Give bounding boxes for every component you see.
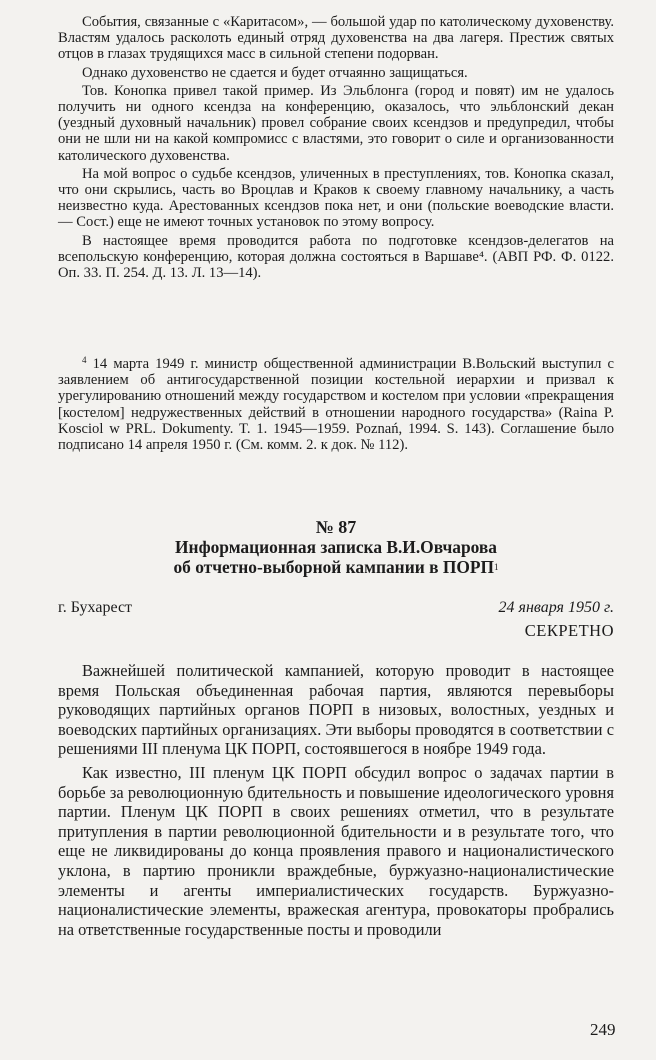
footnote-marker: 4 xyxy=(82,355,87,365)
paragraph: События, связанные с «Каритасом», — большой удар по католическому духовенству. Властям удалось расколоть единый отряд духовенства на два лагеря. Престиж святых отцов в глазах трудящихся масс в сильной степени подорван. xyxy=(58,14,614,63)
previous-document-ending xyxy=(58,14,614,281)
paragraph: Как известно, III пленум ЦК ПОРП обсудил вопрос о задачах партии в борьбе за революционную бдительность и повышение идеологического уровня партии. Пленум ЦК ПОРП в своих решениях отметил, что в результате притупления в партии революционной бдительности и в результате того, что еще не ликвидированы до конца проявления правого и националистического уклона, в партию проникли враждебные, буржуазно-националистические элементы и агенты империалистических государств. Буржуазно-националистические элементы, вражеская агентура, провокаторы пробрались на ответственные государственные посты и проводили xyxy=(58,762,614,939)
document-number: № 87 xyxy=(315,517,357,537)
classification-stamp: СЕКРЕТНО xyxy=(524,621,614,640)
document-title xyxy=(58,538,614,578)
document-body xyxy=(58,661,614,939)
document-title-line-2: об отчетно-выборной кампании в ПОРП xyxy=(173,556,495,577)
document-date: 24 января 1950 г. xyxy=(498,599,614,616)
paragraph: На мой вопрос о судьбе ксендзов, уличенных в преступлениях, тов. Конопка сказал, что они скрылись, часть во Вроцлав и Краков к своему главному начальнику, а часть неизвестно куда. Арестованных ксендзов пока нет, и они (польские воеводские власти. — Сост.) еще не имеют точных установок по этому вопросу. xyxy=(58,165,614,231)
page-number: 249 xyxy=(590,1020,616,1039)
paragraph: Тов. Конопка привел такой пример. Из Эльблонга (город и повят) им не удалось получить ни одного ксендза на конференцию, оказалось, что эльблонский декан (уездный духовный начальник) провел собрание своих ксендзов и предупредил, чтобы они не шли ни на какой компромисс с властями, это говорит о силе и организованности католического духовенства. xyxy=(58,82,614,164)
footnote xyxy=(58,356,614,453)
paragraph: Однако духовенство не сдается и будет отчаянно защищаться. xyxy=(82,64,468,81)
paragraph: Важнейшей политической кампанией, которую проводит в настоящее время Польская объединенная рабочая партия, являются перевыборы руководящих партийных органов ПОРП в низовых, волостных, уездных и воеводских партийных организациях. Эти выборы проводятся в соответствии с решениями III пленума ЦК ПОРП, состоявшегося в ноябре 1949 года. xyxy=(58,661,614,759)
paragraph: В настоящее время проводится работа по подготовке ксендзов-делегатов на всепольскую конференцию, которая должна состояться в Варшаве⁴. (АВП РФ. Ф. 0122. Оп. 33. П. 254. Д. 13. Л. 13—14). xyxy=(58,232,614,282)
document-place: г. Бухарест xyxy=(58,599,133,616)
document-title-line-1: Информационная записка В.И.Овчарова xyxy=(175,537,497,557)
title-footnote-marker: 1 xyxy=(494,561,499,572)
footnote-text: 14 марта 1949 г. министр общественной администрации В.Вольский выступил с заявлением об антигосударственной позиции костельной иерархии и призвал к урегулированию отношений между государством и костелом при условии «прекращения [костелом] недружественных действий в отношении народного государства» (Raina P. Kosciol w PRL. Dokumenty. T. 1. 1945—1959. Poznań, 1994. S. 143). Соглашение было подписано 14 апреля 1950 г. (См. комм. 2. к док. № 112). xyxy=(58,356,614,454)
